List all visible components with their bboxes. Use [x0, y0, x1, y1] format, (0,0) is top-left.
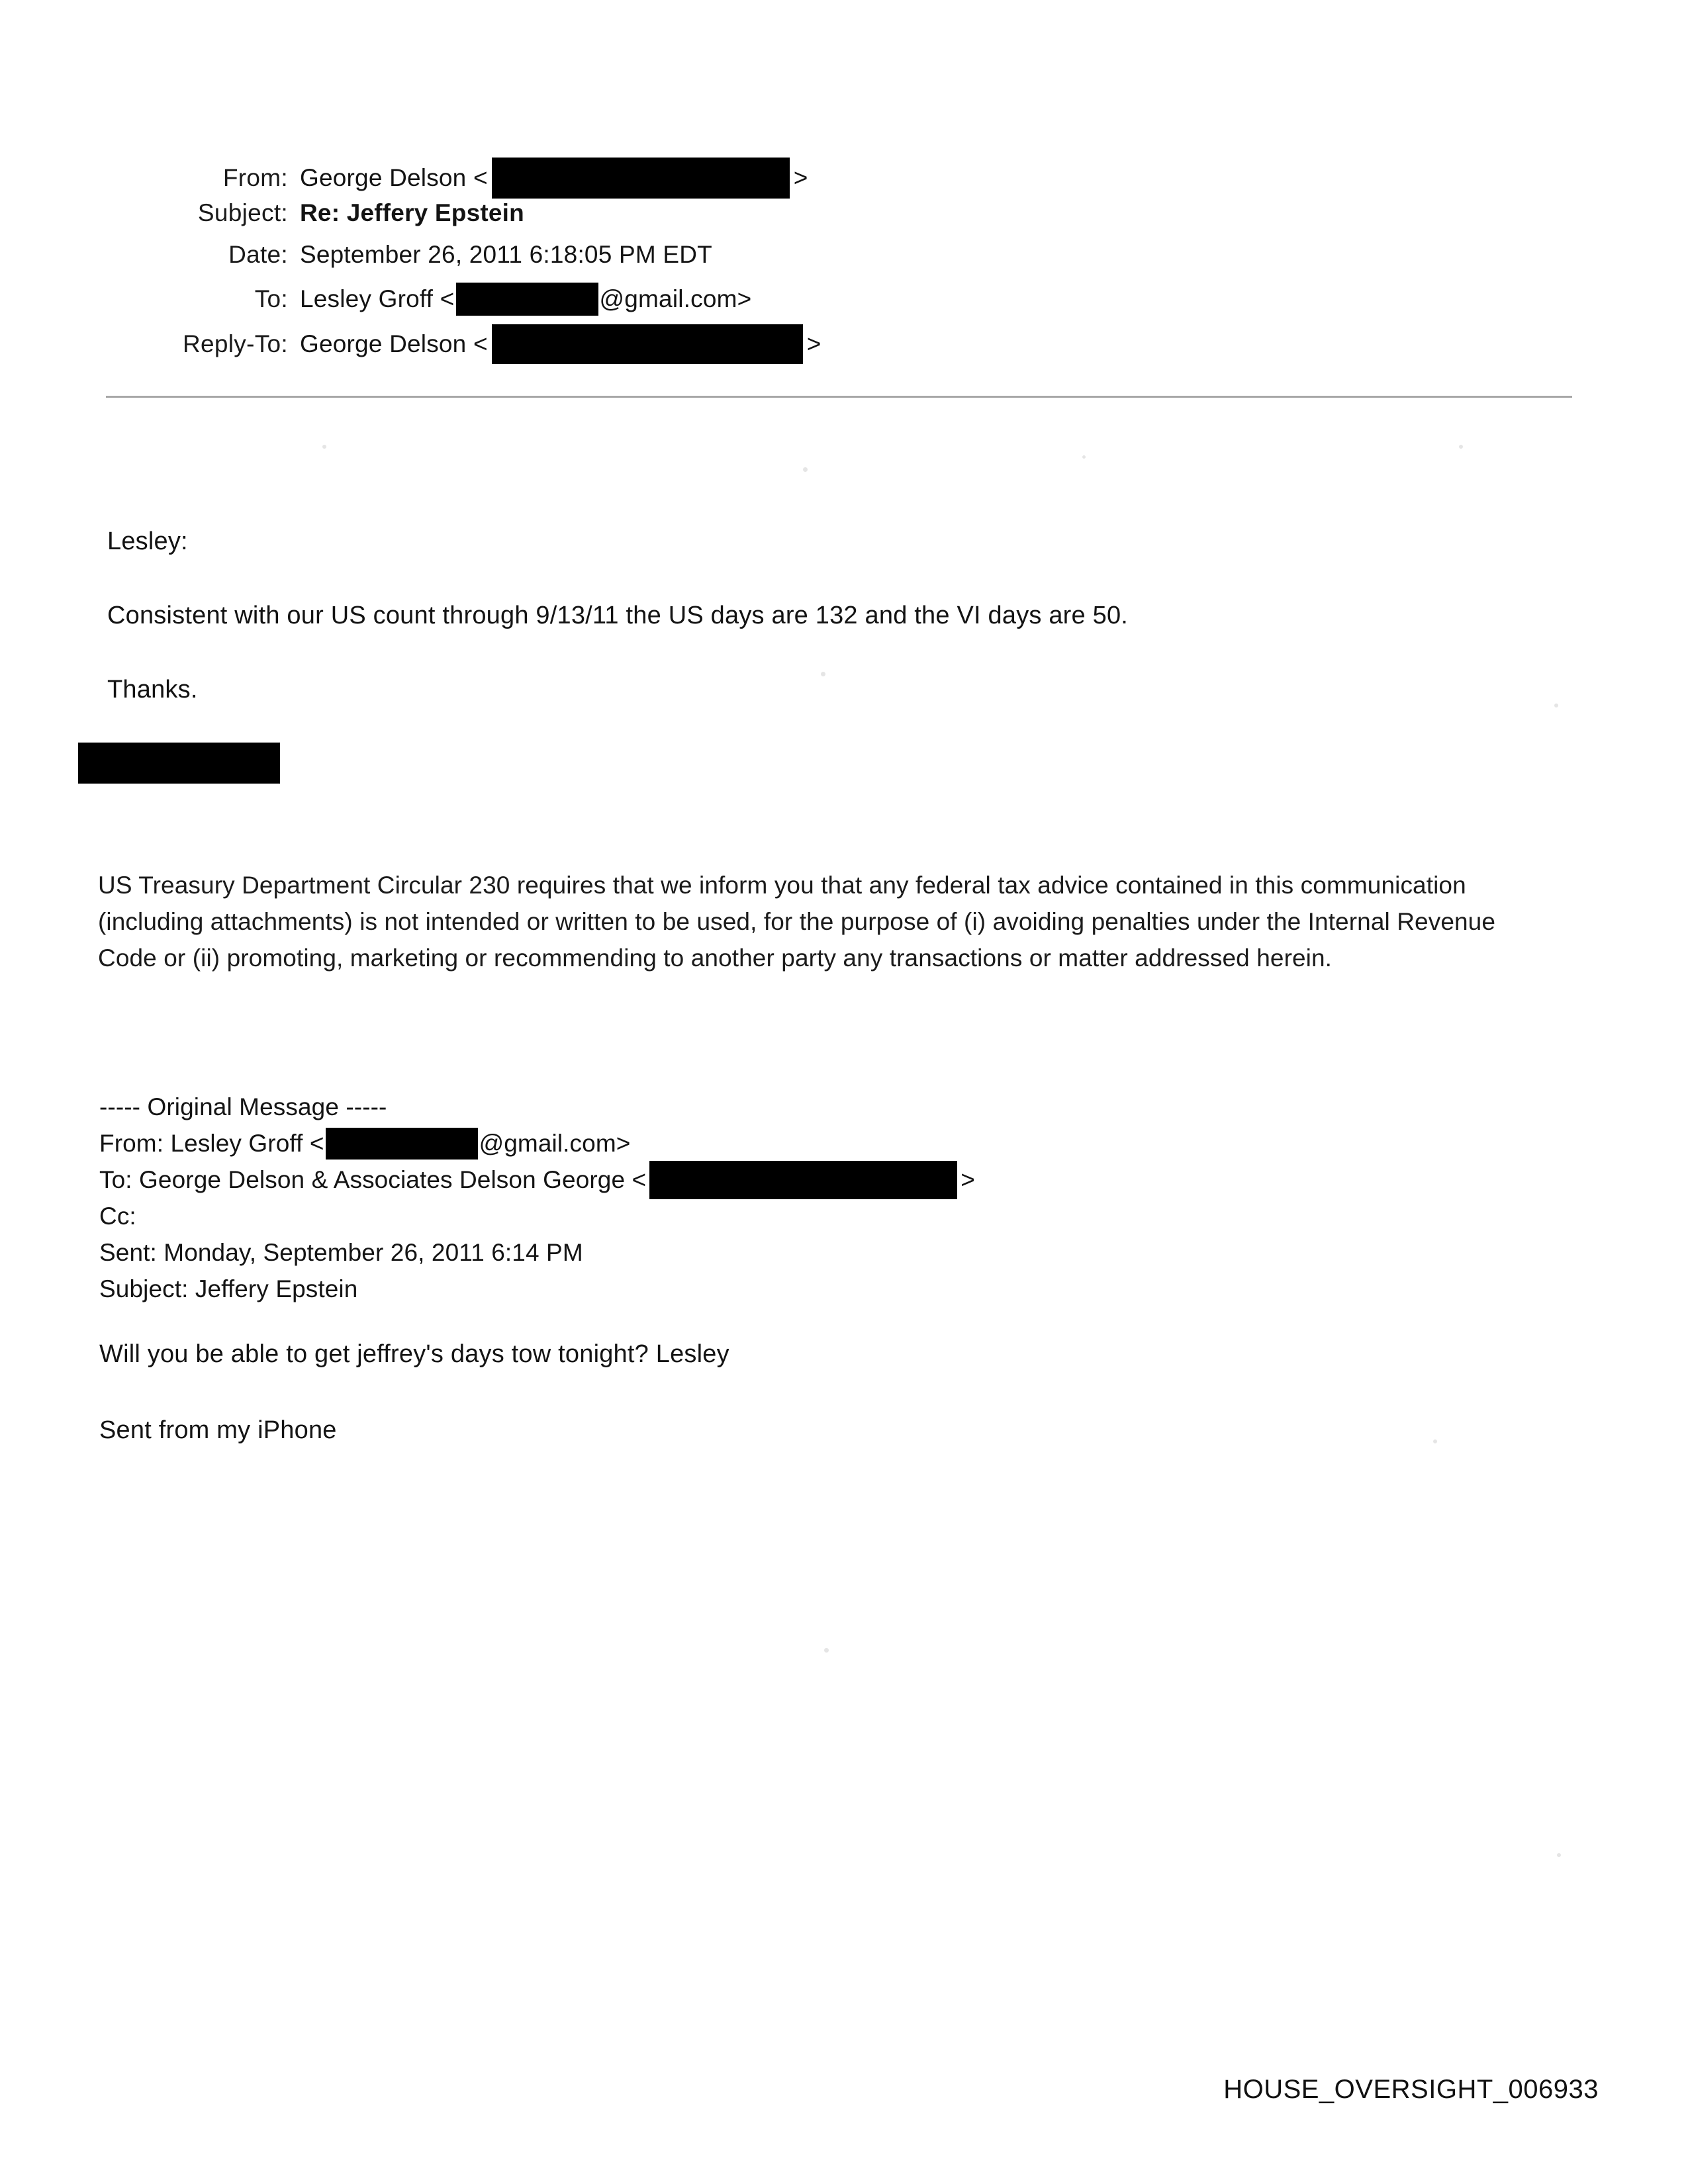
original-message-subject: Subject: Jeffery Epstein [99, 1275, 358, 1302]
header-value-from [300, 158, 808, 199]
header-row-from [109, 158, 1367, 199]
scan-speckle [1433, 1439, 1437, 1443]
reply-to-bracket-close: > [806, 330, 821, 357]
reply-to-name: George Delson < [300, 330, 488, 357]
body-salutation: Lesley: [107, 527, 188, 555]
header-label-date: Date: [228, 241, 288, 268]
header-value-reply-to [300, 324, 821, 364]
header-row-date [109, 241, 1367, 283]
header-label-subject: Subject: [197, 199, 288, 226]
scan-speckle [322, 445, 326, 449]
redaction-block-signature [78, 743, 280, 784]
original-message-to [99, 1161, 1529, 1198]
redaction-block-original-to [649, 1161, 957, 1199]
from-name: George Delson < [300, 164, 488, 191]
tax-disclaimer: US Treasury Department Circular 230 requires that we inform you that any federal tax advice contained in this communication (including attachments) is not intended or written to be used, for the purpose of (i) avoiding penalties under the Internal Revenue Code or (ii) promoting, marketing or recommending to another party any transactions or matter addressed herein. [98, 872, 1496, 972]
header-label-from: From: [222, 164, 288, 191]
header-label-to: To: [254, 285, 288, 312]
header-value-to [300, 283, 751, 316]
body-paragraph-1: Consistent with our US count through 9/13/11 the US days are 132 and the VI days are 50. [107, 602, 1129, 629]
bates-number: HOUSE_OVERSIGHT_006933 [1223, 2075, 1599, 2104]
original-to-bracket-close: > [961, 1166, 975, 1193]
header-value-subject: Re: Jeffery Epstein [300, 199, 524, 226]
scan-speckle [1557, 1853, 1561, 1857]
header-row-reply-to [109, 324, 1367, 366]
original-message-from [99, 1125, 1529, 1161]
header-label-reply-to: Reply-To: [183, 330, 288, 357]
redaction-block-from [492, 158, 790, 199]
scan-speckle [1554, 704, 1558, 707]
original-message-cc: Cc: [99, 1203, 136, 1230]
header-value-date: September 26, 2011 6:18:05 PM EDT [300, 241, 712, 268]
to-name: Lesley Groff < [300, 285, 455, 312]
original-to-label: To: George Delson & Associates Delson George < [99, 1166, 647, 1193]
from-bracket-close: > [793, 164, 808, 191]
redaction-block-reply-to [492, 324, 803, 364]
scan-speckle [803, 467, 808, 472]
email-body [107, 523, 1491, 708]
scan-speckle [1459, 445, 1463, 449]
body-closing: Thanks. [107, 676, 198, 704]
original-message-block [99, 1089, 1529, 1307]
email-header [109, 158, 1367, 366]
header-row-to [109, 283, 1367, 324]
original-from-domain: @gmail.com> [479, 1130, 631, 1157]
original-from-label: From: Lesley Groff < [99, 1130, 324, 1157]
original-message-sent: Sent: Monday, September 26, 2011 6:14 PM [99, 1239, 583, 1266]
redaction-block-original-from [326, 1128, 478, 1160]
scan-speckle [824, 1648, 829, 1653]
redaction-block-to [456, 283, 598, 316]
to-domain: @gmail.com> [599, 285, 752, 312]
original-message-text: Will you be able to get jeffrey's days tow tonight? Lesley [99, 1340, 729, 1368]
original-message-divider: ----- Original Message ----- [99, 1093, 387, 1120]
original-message-footer: Sent from my iPhone [99, 1416, 337, 1444]
header-row-subject [109, 199, 1367, 241]
header-divider [106, 396, 1572, 398]
scan-speckle [1082, 455, 1086, 459]
